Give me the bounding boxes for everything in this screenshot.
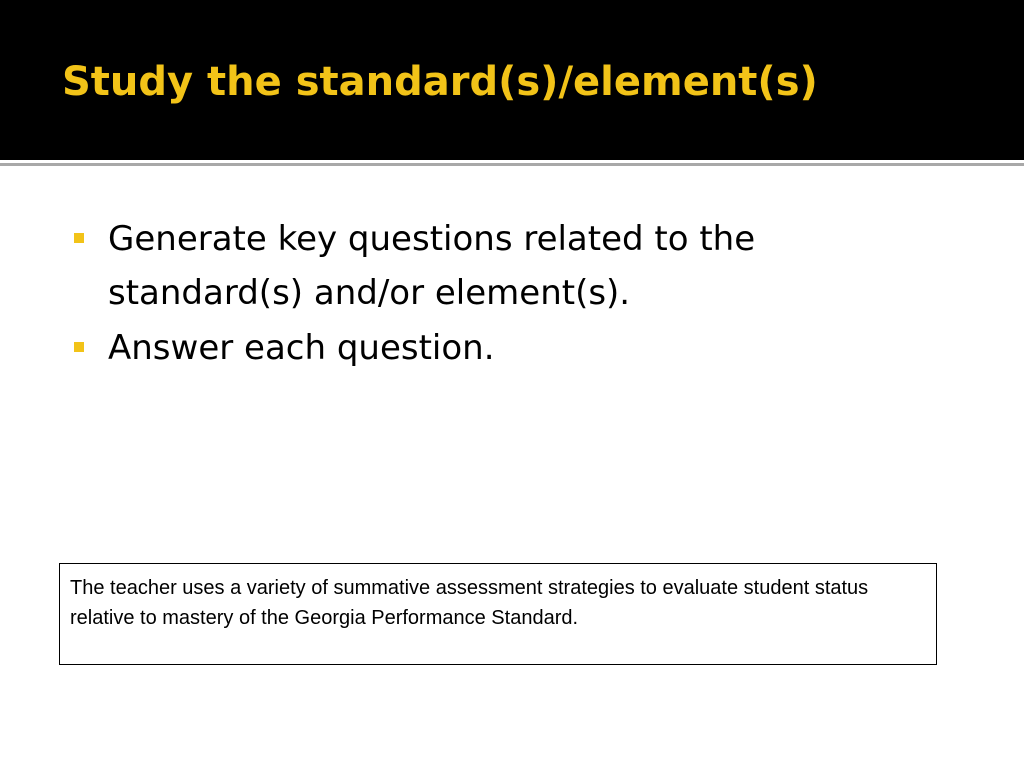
bullet-text: Answer each question. [108,328,495,368]
title-divider [0,163,1024,166]
square-bullet-icon [74,342,84,352]
note-box [59,563,937,665]
title-bar [0,0,1024,160]
note-text: The teacher uses a variety of summative assessment strategies to evaluate student status relative to mastery of the Georgia Performance Standard. [70,577,869,629]
bullet-text: Generate key questions related to the standard(s) and/or element(s). [108,219,756,313]
square-bullet-icon [74,233,84,243]
slide-title: Study the standard(s)/element(s) [62,59,818,105]
